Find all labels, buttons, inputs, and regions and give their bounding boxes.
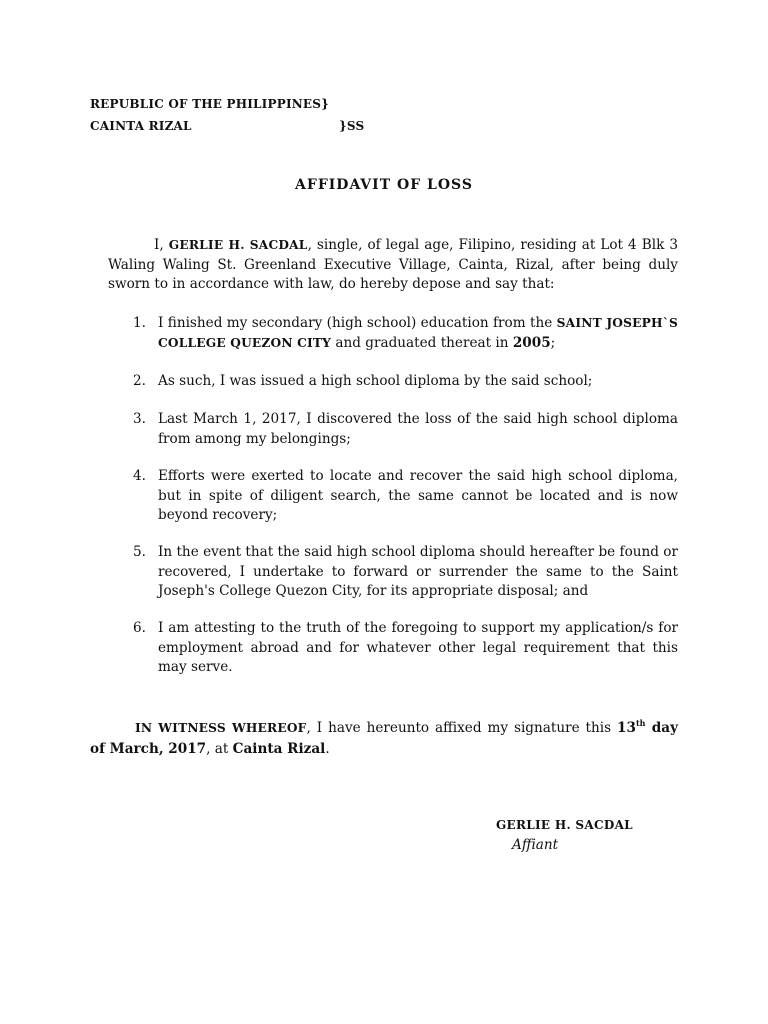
list-item-text: I am attesting to the truth of the foregoing to support my application/s for employment abroad and for whatever other legal requirement that this may serve. (158, 620, 678, 675)
signature-role: Affiant (512, 837, 559, 853)
list-item (133, 619, 678, 678)
witness-mid: , I have hereunto affixed my signature this (306, 720, 618, 736)
document-title: AFFIDAVIT OF LOSS (295, 177, 473, 193)
list-item-number: 3. (133, 411, 146, 427)
intro-paragraph (108, 236, 678, 295)
list-item (133, 410, 678, 449)
list-item-number: 2. (133, 373, 146, 389)
witness-paragraph (90, 718, 678, 760)
list-item-number: 4. (133, 468, 146, 484)
list-item (133, 314, 678, 353)
witness-day: 13 (617, 720, 636, 736)
witness-lead: IN WITNESS WHEREOF (135, 721, 307, 735)
witness-end: . (325, 741, 330, 757)
header-republic: REPUBLIC OF THE PHILIPPINES} (90, 97, 330, 111)
list-item-number: 6. (133, 620, 146, 636)
list-item (133, 372, 678, 392)
witness-at: , at (206, 741, 233, 757)
list-item (133, 467, 678, 526)
school-name: SAINT JOSEPH`S COLLEGE QUEZON CITY (158, 316, 678, 350)
list-item-text: Efforts were exerted to locate and recover the said high school diploma, but in spite of diligent search, the same cannot be located and is now beyond recovery; (158, 468, 678, 523)
list-item-text: In the event that the said high school diploma should hereafter be found or recovered, I undertake to forward or surrender the same to the Saint Joseph's College Quezon City, for its appropriate disposal; and (158, 544, 678, 599)
header-ss: }SS (339, 119, 365, 133)
list-item-text (158, 314, 678, 353)
graduation-year: 2005 (512, 334, 551, 351)
list-item-text: As such, I was issued a high school diploma by the said school; (158, 373, 593, 389)
witness-date: day of March, 2017 (90, 720, 679, 757)
witness-place: Cainta Rizal (232, 741, 326, 757)
list-item-number: 5. (133, 544, 146, 560)
item1-text-b: and graduated thereat in (331, 334, 513, 351)
affiant-name-inline: GERLIE H. SACDAL (168, 238, 308, 252)
item1-text-c: ; (550, 334, 556, 351)
witness-day-suffix: th (635, 718, 646, 728)
list-item-text: Last March 1, 2017, I discovered the loss of the said high school diploma from among my belongings; (158, 411, 678, 447)
item1-text-a: I finished my secondary (high school) education from the (158, 315, 557, 331)
header-cainta-rizal: CAINTA RIZAL (90, 119, 192, 133)
list-item-number: 1. (133, 315, 146, 331)
intro-pre: I, (154, 237, 169, 253)
signature-name: GERLIE H. SACDAL (496, 818, 633, 832)
intro-rest: , single, of legal age, Filipino, residing at Lot 4 Blk 3 Waling Waling St. Greenland Executive Village, Cainta, Rizal, after being duly sworn to in accordance with law, do hereby depose and say that: (108, 237, 678, 292)
list-item (133, 543, 678, 602)
